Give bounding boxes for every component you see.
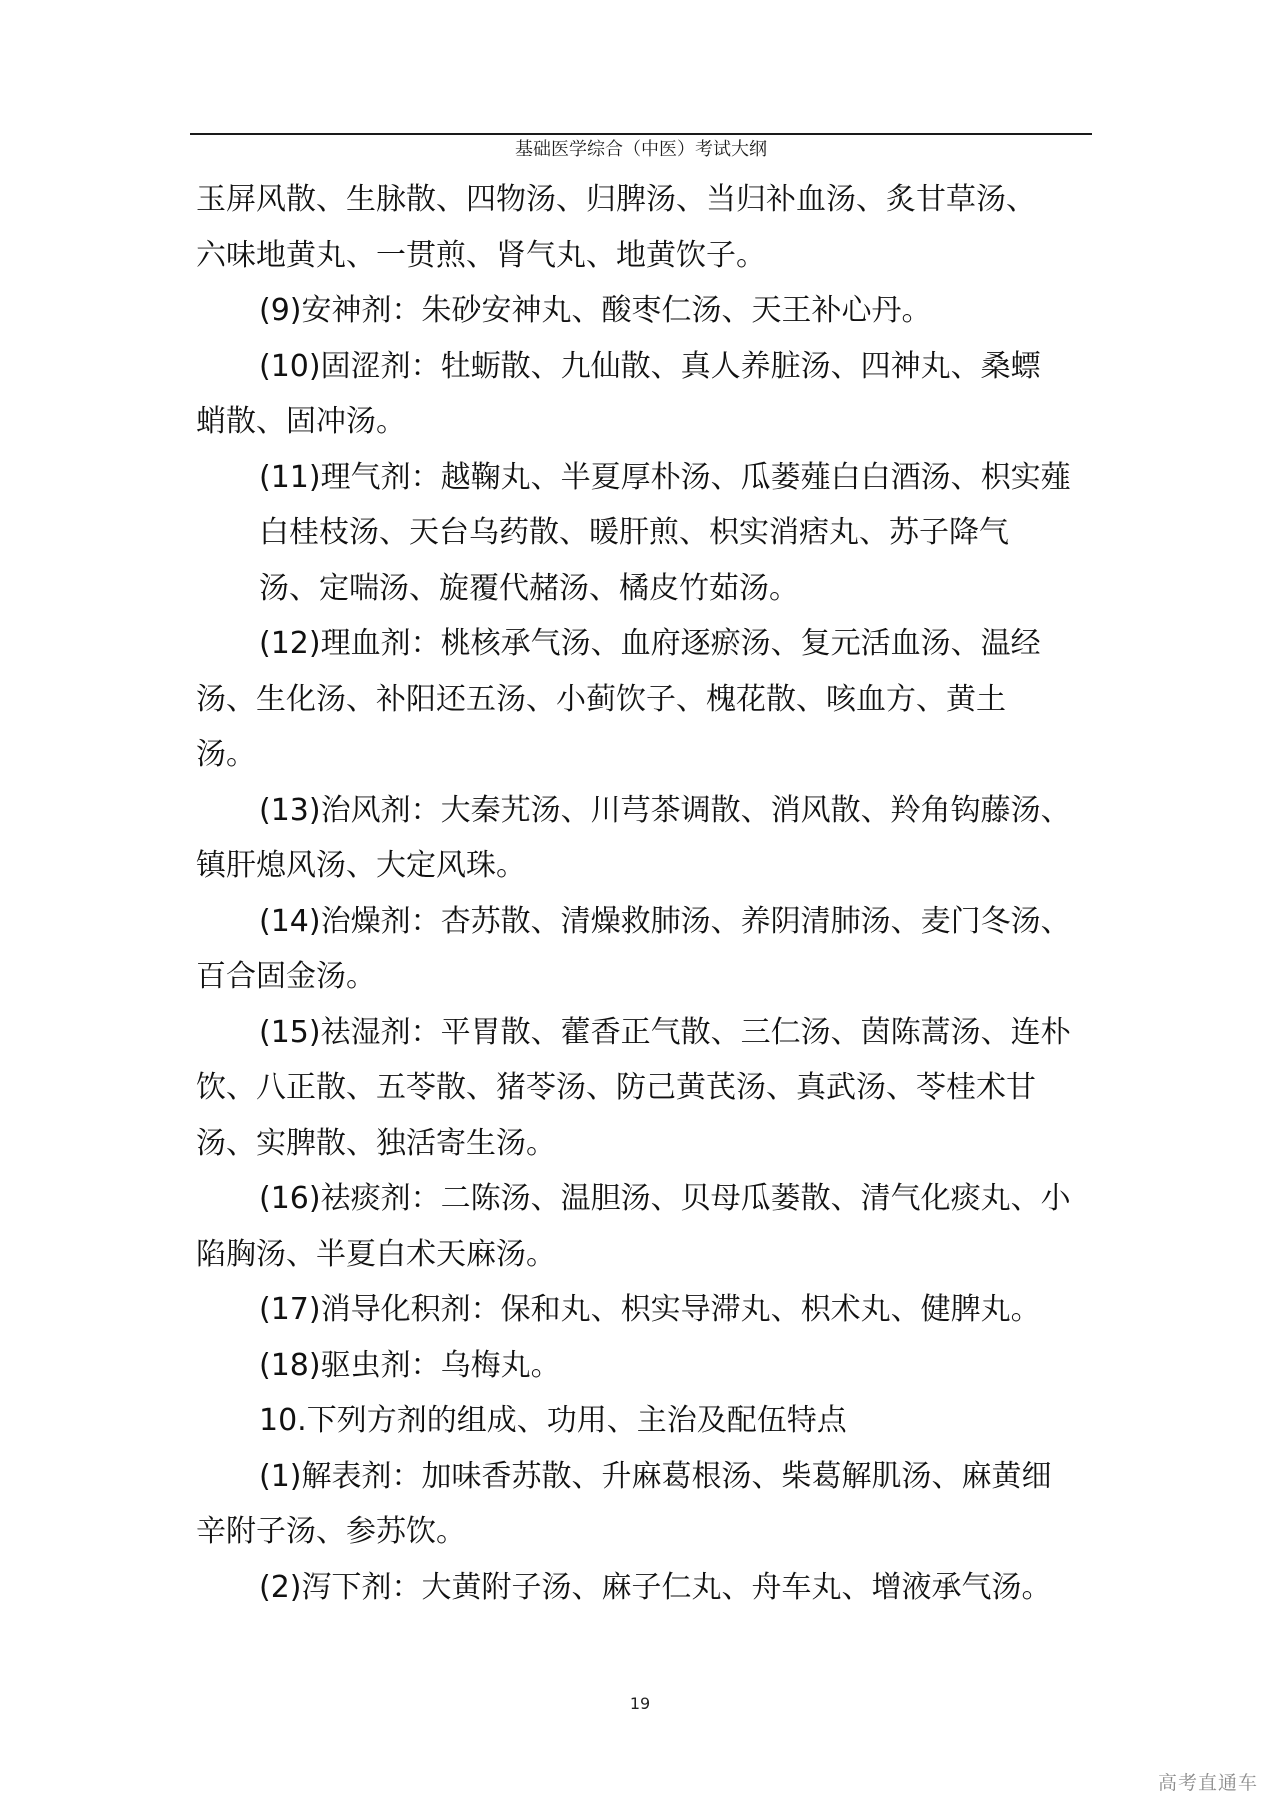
text-line: 10.下列方剂的组成、功用、主治及配伍特点: [259, 1403, 847, 1438]
paragraph: [196, 1005, 1136, 1172]
text-line: 白桂枝汤、天台乌药散、暖肝煎、枳实消痞丸、苏子降气: [259, 515, 1009, 550]
text-line: (2)泻下剂：大黄附子汤、麻子仁丸、舟车丸、增液承气汤。: [259, 1569, 1052, 1605]
paragraph: [196, 1171, 1136, 1282]
text-line: (14)治燥剂：杏苏散、清燥救肺汤、养阴清肺汤、麦门冬汤、: [259, 903, 1071, 939]
text-line: (1)解表剂：加味香苏散、升麻葛根汤、柴葛解肌汤、麻黄细: [259, 1458, 1052, 1494]
text-line: 汤、生化汤、补阳还五汤、小蓟饮子、槐花散、咳血方、黄土: [196, 681, 1006, 717]
text-line: (18)驱虫剂：乌梅丸。: [259, 1347, 561, 1383]
text-line: 百合固金汤。: [196, 959, 376, 994]
text-line: 陷胸汤、半夏白术天麻汤。: [196, 1236, 556, 1272]
paragraph: [196, 616, 1136, 783]
paragraph: [196, 339, 1136, 450]
text-line: (9)安神剂：朱砂安神丸、酸枣仁汤、天王补心丹。: [259, 293, 932, 328]
page-header-title: 基础医学综合（中医）考试大纲: [515, 139, 767, 160]
text-line: 辛附子汤、参苏饮。: [196, 1514, 466, 1549]
text-line: 蛸散、固冲汤。: [196, 404, 406, 439]
paragraph: [196, 894, 1136, 1005]
paragraph: [196, 1393, 1136, 1449]
text-line: 六味地黄丸、一贯煎、肾气丸、地黄饮子。: [196, 237, 766, 273]
text-line: (10)固涩剂：牡蛎散、九仙散、真人养脏汤、四神丸、桑螵: [259, 348, 1041, 384]
text-line: (15)祛湿剂：平胃散、藿香正气散、三仁汤、茵陈蒿汤、连朴: [259, 1014, 1071, 1050]
paragraph: [196, 450, 1136, 617]
text-line: 汤。: [196, 737, 256, 772]
text-line: 饮、八正散、五苓散、猪苓汤、防己黄芪汤、真武汤、苓桂术甘: [196, 1070, 1036, 1105]
text-line: 镇肝熄风汤、大定风珠。: [196, 848, 526, 883]
text-line: 汤、实脾散、独活寄生汤。: [196, 1125, 556, 1161]
text-line: (17)消导化积剂：保和丸、枳实导滞丸、枳术丸、健脾丸。: [259, 1292, 1041, 1327]
header-rule: [190, 133, 1092, 135]
paragraph: [196, 1338, 1136, 1394]
text-line: (13)治风剂：大秦艽汤、川芎茶调散、消风散、羚角钩藤汤、: [259, 792, 1071, 828]
text-line: 玉屏风散、生脉散、四物汤、归脾汤、当归补血汤、炙甘草汤、: [196, 182, 1036, 217]
paragraph: [196, 172, 1136, 283]
text-line: (12)理血剂：桃核承气汤、血府逐瘀汤、复元活血汤、温经: [259, 626, 1041, 661]
text-line: (11)理气剂：越鞠丸、半夏厚朴汤、瓜蒌薤白白酒汤、枳实薤: [259, 459, 1071, 495]
page-number: 19: [629, 1694, 651, 1713]
paragraph: [196, 783, 1136, 894]
paragraph: [196, 1560, 1136, 1616]
paragraph: [196, 1449, 1136, 1560]
document-body: [196, 172, 1136, 1615]
text-line: 汤、定喘汤、旋覆代赭汤、橘皮竹茹汤。: [259, 570, 799, 606]
watermark-text: 高考直通车: [1157, 1772, 1258, 1794]
text-line: (16)祛痰剂：二陈汤、温胆汤、贝母瓜蒌散、清气化痰丸、小: [259, 1181, 1071, 1216]
paragraph: [196, 283, 1136, 339]
paragraph: [196, 1282, 1136, 1338]
